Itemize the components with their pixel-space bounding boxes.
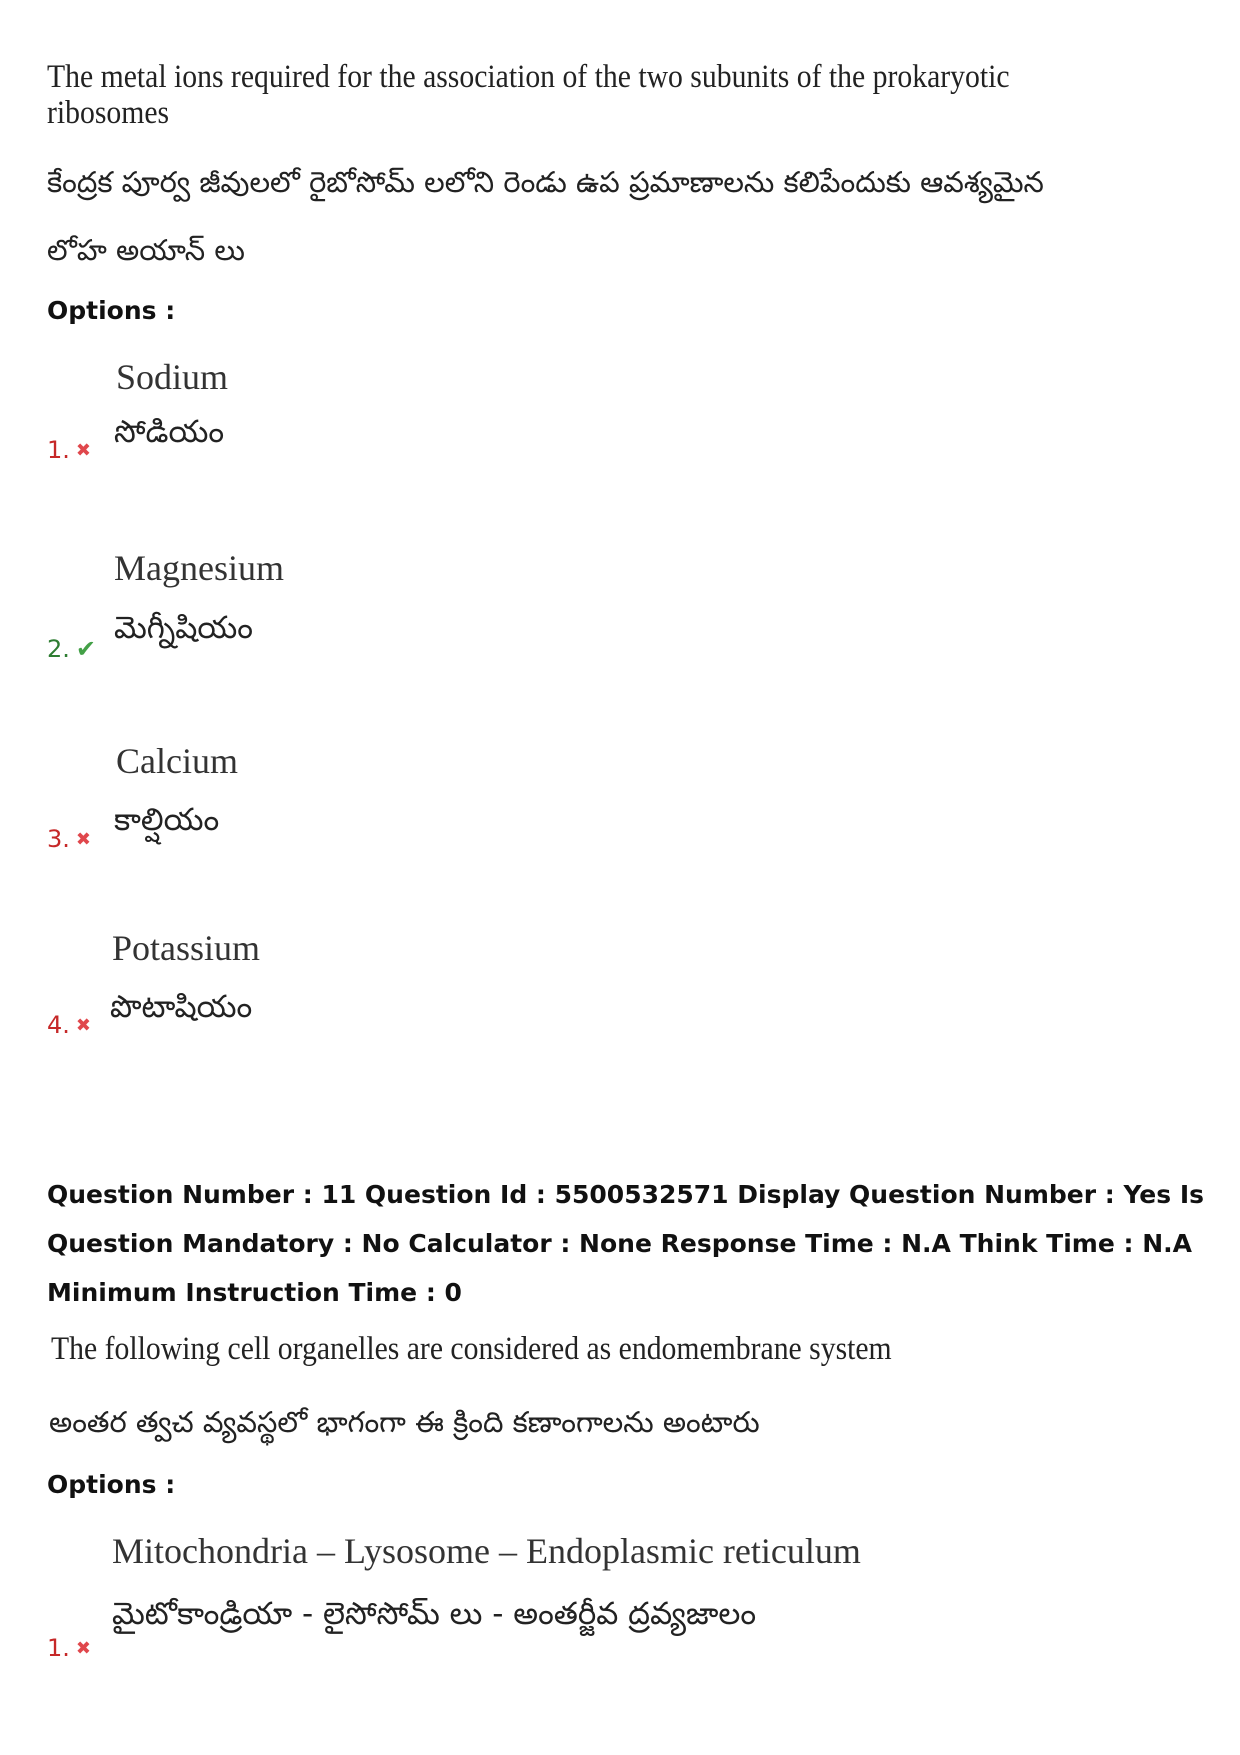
cross-icon: ✖ (75, 1638, 91, 1659)
option-1-text-en: Mitochondria – Lysosome – Endoplasmic reticulum (112, 1531, 861, 1571)
cross-icon: ✖ (75, 440, 91, 461)
cross-icon: ✖ (75, 829, 91, 850)
question-text-en: The following cell organelles are considered as endomembrane system (51, 1331, 892, 1367)
option-2-number (47, 635, 96, 663)
option-3-text-te: కాల్షియం (114, 802, 220, 838)
option-1-text-te: సోడియం (114, 414, 225, 450)
option-4-number (47, 1011, 91, 1039)
question-text-en-line1: The metal ions required for the association of the two subunits of the prokaryotic (47, 59, 1010, 95)
question-text-te: అంతర త్వచ వ్యవస్థలో భాగంగా ఈ క్రింది కణాంగాలను అంటారు (49, 1405, 760, 1439)
option-3-number (47, 825, 91, 853)
cross-icon: ✖ (75, 1015, 91, 1036)
option-number-label: 3. (47, 825, 70, 853)
option-3-text-en: Calcium (116, 741, 238, 781)
check-icon: ✔ (75, 635, 97, 663)
question-text-te-line1: కేంద్రక పూర్వ జీవులలో రైబోసోమ్ లలోని రెండు ఉప ప్రమాణాలను కలిపేందుకు ఆవశ్యమైన (47, 165, 1044, 199)
option-number-label: 4. (47, 1011, 70, 1039)
option-1-text-en: Sodium (116, 357, 229, 397)
option-2-text-en: Magnesium (114, 548, 284, 588)
option-number-label: 2. (47, 635, 70, 663)
options-label: Options : (47, 296, 176, 325)
option-1-number (47, 1634, 91, 1662)
option-4-text-te: పొటాషియం (110, 989, 253, 1025)
option-number-label: 1. (47, 1634, 70, 1662)
option-2-text-te: మెగ్నీషియం (114, 610, 253, 646)
option-number-label: 1. (47, 436, 70, 464)
option-4-text-en: Potassium (112, 928, 261, 968)
option-1-text-te: మైటోకాండ్రియా - లైసోసోమ్ లు - అంతర్జీవ ద్రవ్యజాలం (112, 1596, 757, 1632)
options-label: Options : (47, 1470, 176, 1499)
question-text-en-line2: ribosomes (47, 95, 170, 131)
question-meta: Question Number : 11 Question Id : 5500532571 Display Question Number : Yes Is Question Mandatory : No Calculator : None Response Time : N.A Think Time : N.A Minimum Instruction Time : 0 (47, 1180, 1205, 1307)
question-text-te-line2: లోహ అయాన్ లు (47, 233, 245, 267)
option-1-number (47, 436, 91, 464)
